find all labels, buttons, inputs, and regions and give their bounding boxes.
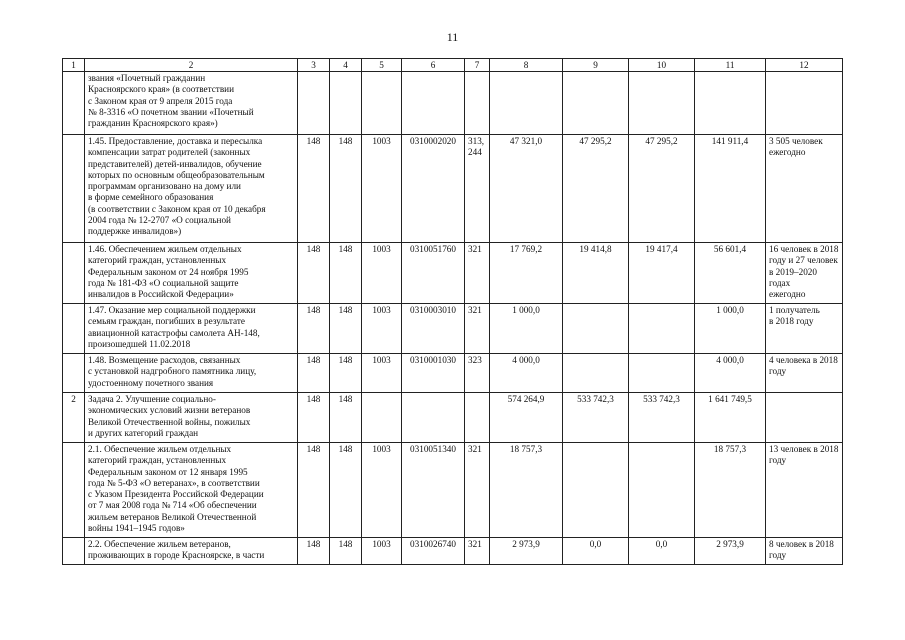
amount-2020-cell: 47 295,2 bbox=[629, 135, 695, 243]
column-header: 3 bbox=[298, 59, 330, 72]
expense-type-cell: 323 bbox=[465, 354, 490, 393]
row-number-cell bbox=[63, 135, 85, 243]
table-row bbox=[63, 243, 843, 304]
table-row bbox=[63, 354, 843, 393]
column-header: 12 bbox=[766, 59, 843, 72]
amount-2018-cell bbox=[490, 72, 563, 135]
target-article-cell: 0310001030 bbox=[402, 354, 465, 393]
grbs-code-cell: 148 bbox=[330, 393, 362, 443]
expected-result-cell: 1 получатель в 2018 году bbox=[766, 304, 843, 354]
section-code-cell: 1003 bbox=[362, 354, 402, 393]
table-row bbox=[63, 72, 843, 135]
measure-description-cell: 1.46. Обеспечением жильем отдельных категорий граждан, установленных Федеральным законом от 24 ноября 1995 года № 181-ФЗ «О социальной защите инвалидов в Российской Федерации» bbox=[85, 243, 298, 304]
expected-result-cell bbox=[766, 72, 843, 135]
amount-2019-cell bbox=[563, 304, 629, 354]
amount-total-cell bbox=[695, 72, 766, 135]
measure-description-cell: 1.47. Оказание мер социальной поддержки семьям граждан, погибших в результате авиационной катастрофы самолета АН-148, произошедшей 11.02.2018 bbox=[85, 304, 298, 354]
row-number-cell bbox=[63, 243, 85, 304]
column-header: 9 bbox=[563, 59, 629, 72]
amount-2020-cell bbox=[629, 443, 695, 538]
expense-type-cell: 321 bbox=[465, 304, 490, 354]
target-article-cell bbox=[402, 393, 465, 443]
expense-type-cell: 321 bbox=[465, 243, 490, 304]
header-row bbox=[63, 59, 843, 72]
measure-description-cell: 1.45. Предоставление, доставка и пересылка компенсации затрат родителей (законных представителей) детей-инвалидов, обучение которых по основным общеобразовательным программам организовано на дому или в форме семейного образования (в соответствии с Законом края от 10 декабря 2004 года № 12-2707 «О социальной поддержке инвалидов») bbox=[85, 135, 298, 243]
section-code-cell bbox=[362, 393, 402, 443]
section-code-cell: 1003 bbox=[362, 243, 402, 304]
gp-code-cell: 148 bbox=[298, 354, 330, 393]
amount-total-cell: 4 000,0 bbox=[695, 354, 766, 393]
row-number-cell: 2 bbox=[63, 393, 85, 443]
row-number-cell bbox=[63, 354, 85, 393]
measure-description-cell: 2.1. Обеспечение жильем отдельных категорий граждан, установленных Федеральным законом от 12 января 1995 года № 5-ФЗ «О ветеранах», в соответствии с Указом Президента Российской Федерации от 7 мая 2008 года № 714 «Об обеспечении жильем ветеранов Великой Отечественной войны 1941–1945 годов» bbox=[85, 443, 298, 538]
amount-2018-cell: 2 973,9 bbox=[490, 538, 563, 565]
amount-2019-cell: 533 742,3 bbox=[563, 393, 629, 443]
measure-description-cell: звания «Почетный гражданин Красноярского края» (в соответствии с Законом края от 9 апреля 2015 года № 8-3316 «О почетном звании «Почетный гражданин Красноярского края») bbox=[85, 72, 298, 135]
expected-result-cell bbox=[766, 393, 843, 443]
amount-total-cell: 1 000,0 bbox=[695, 304, 766, 354]
table-row bbox=[63, 443, 843, 538]
grbs-code-cell: 148 bbox=[330, 135, 362, 243]
column-header: 11 bbox=[695, 59, 766, 72]
amount-2018-cell: 4 000,0 bbox=[490, 354, 563, 393]
amount-total-cell: 56 601,4 bbox=[695, 243, 766, 304]
page-number: 11 bbox=[446, 30, 459, 44]
amount-2018-cell: 17 769,2 bbox=[490, 243, 563, 304]
column-header: 1 bbox=[63, 59, 85, 72]
amount-2018-cell: 1 000,0 bbox=[490, 304, 563, 354]
table-row bbox=[63, 538, 843, 565]
expense-type-cell: 321 bbox=[465, 538, 490, 565]
amount-2018-cell: 18 757,3 bbox=[490, 443, 563, 538]
table-row bbox=[63, 393, 843, 443]
gp-code-cell: 148 bbox=[298, 443, 330, 538]
gp-code-cell: 148 bbox=[298, 243, 330, 304]
amount-total-cell: 141 911,4 bbox=[695, 135, 766, 243]
amount-2019-cell bbox=[563, 72, 629, 135]
budget-table bbox=[62, 58, 843, 565]
amount-2020-cell bbox=[629, 72, 695, 135]
row-number-cell bbox=[63, 304, 85, 354]
section-code-cell: 1003 bbox=[362, 135, 402, 243]
column-header: 2 bbox=[85, 59, 298, 72]
expected-result-cell: 16 человек в 2018 году и 27 человек в 2019–2020 годах ежегодно bbox=[766, 243, 843, 304]
gp-code-cell: 148 bbox=[298, 393, 330, 443]
target-article-cell bbox=[402, 72, 465, 135]
expense-type-cell bbox=[465, 72, 490, 135]
amount-2018-cell: 47 321,0 bbox=[490, 135, 563, 243]
grbs-code-cell: 148 bbox=[330, 243, 362, 304]
amount-2019-cell bbox=[563, 443, 629, 538]
amount-total-cell: 1 641 749,5 bbox=[695, 393, 766, 443]
expected-result-cell: 4 человека в 2018 году bbox=[766, 354, 843, 393]
grbs-code-cell: 148 bbox=[330, 354, 362, 393]
table-row bbox=[63, 304, 843, 354]
column-header: 4 bbox=[330, 59, 362, 72]
column-header: 8 bbox=[490, 59, 563, 72]
grbs-code-cell: 148 bbox=[330, 538, 362, 565]
gp-code-cell: 148 bbox=[298, 304, 330, 354]
expense-type-cell bbox=[465, 393, 490, 443]
amount-2020-cell bbox=[629, 354, 695, 393]
gp-code-cell: 148 bbox=[298, 135, 330, 243]
table-row bbox=[63, 135, 843, 243]
amount-total-cell: 18 757,3 bbox=[695, 443, 766, 538]
expense-type-cell: 313, 244 bbox=[465, 135, 490, 243]
column-header: 10 bbox=[629, 59, 695, 72]
row-number-cell bbox=[63, 443, 85, 538]
section-code-cell: 1003 bbox=[362, 304, 402, 354]
section-code-cell: 1003 bbox=[362, 538, 402, 565]
gp-code-cell: 148 bbox=[298, 538, 330, 565]
row-number-cell bbox=[63, 72, 85, 135]
target-article-cell: 0310002020 bbox=[402, 135, 465, 243]
expense-type-cell: 321 bbox=[465, 443, 490, 538]
measure-description-cell: 2.2. Обеспечение жильем ветеранов, проживающих в городе Красноярске, в части bbox=[85, 538, 298, 565]
grbs-code-cell bbox=[330, 72, 362, 135]
measure-description-cell: 1.48. Возмещение расходов, связанных с установкой надгробного памятника лицу, удостоенному почетного звания bbox=[85, 354, 298, 393]
amount-2020-cell bbox=[629, 304, 695, 354]
amount-2019-cell: 19 414,8 bbox=[563, 243, 629, 304]
target-article-cell: 0310003010 bbox=[402, 304, 465, 354]
column-header: 5 bbox=[362, 59, 402, 72]
column-header: 7 bbox=[465, 59, 490, 72]
section-code-cell: 1003 bbox=[362, 443, 402, 538]
amount-2019-cell bbox=[563, 354, 629, 393]
row-number-cell bbox=[63, 538, 85, 565]
amount-2018-cell: 574 264,9 bbox=[490, 393, 563, 443]
column-header: 6 bbox=[402, 59, 465, 72]
amount-2020-cell: 533 742,3 bbox=[629, 393, 695, 443]
target-article-cell: 0310051340 bbox=[402, 443, 465, 538]
expected-result-cell: 8 человек в 2018 году bbox=[766, 538, 843, 565]
amount-2019-cell: 0,0 bbox=[563, 538, 629, 565]
measure-description-cell: Задача 2. Улучшение социально- экономических условий жизни ветеранов Великой Отечественной войны, пожилых и других категорий граждан bbox=[85, 393, 298, 443]
gp-code-cell bbox=[298, 72, 330, 135]
amount-2019-cell: 47 295,2 bbox=[563, 135, 629, 243]
target-article-cell: 0310051760 bbox=[402, 243, 465, 304]
section-code-cell bbox=[362, 72, 402, 135]
expected-result-cell: 3 505 человек ежегодно bbox=[766, 135, 843, 243]
amount-2020-cell: 0,0 bbox=[629, 538, 695, 565]
grbs-code-cell: 148 bbox=[330, 443, 362, 538]
expected-result-cell: 13 человек в 2018 году bbox=[766, 443, 843, 538]
amount-total-cell: 2 973,9 bbox=[695, 538, 766, 565]
target-article-cell: 0310026740 bbox=[402, 538, 465, 565]
amount-2020-cell: 19 417,4 bbox=[629, 243, 695, 304]
grbs-code-cell: 148 bbox=[330, 304, 362, 354]
